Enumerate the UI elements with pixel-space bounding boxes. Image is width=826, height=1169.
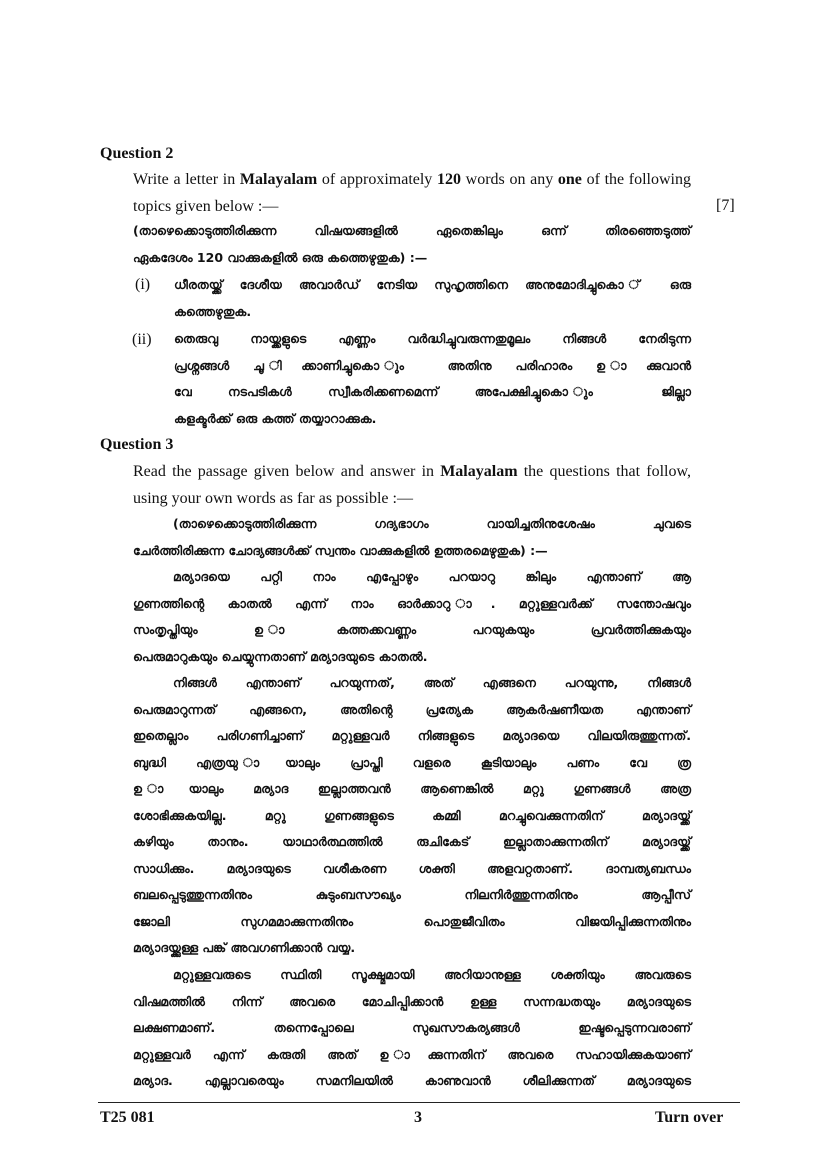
footer-divider — [98, 1102, 740, 1103]
question-3-title: Question 3 — [100, 436, 174, 453]
q2-marks: [7] — [716, 197, 735, 214]
q3-english-instruction: Read the passage given below and answer in Malayalam the questions that follow, using your own words as far as possible :— — [133, 463, 692, 507]
footer-paper-code: T25 081 — [100, 1109, 155, 1126]
q2-item-2-number: (ii) — [132, 331, 152, 348]
q2-item-1: ധീരതയ്ക്ക് ദേശീയ അവാർഡ് നേടിയ സുഹൃത്തിനെ അനുമോദിച്ചുകൊ ് ഒരു കത്തെഴുതുക. — [174, 277, 691, 319]
q2-malayalam-instruction: (താഴെക്കൊടുത്തിരിക്കുന്ന വിഷയങ്ങളിൽ ഏതെങ്കിലും ഒന്ന് തിരഞ്ഞെടുത്ത് ഏകദേശം 120 വാക്കുകളിൽ ഒരു കത്തെഴുതുക) :— — [133, 223, 691, 265]
passage-paragraph-1: മര്യാദയെ പറ്റി നാം എപ്പോഴും പറയാറു ങ്കിലും എന്താണ് ആ ഗുണത്തിന്റെ കാതൽ എന്ന് നാം ഓർക്കാറു ാ. മറ്റുള്ളവർക്ക് സന്തോഷവും സംതൃപ്തിയും ഉ ാകത്തക്കവണ്ണം പറയുകയും പ്രവർത്തിക്കുകയും പെരുമാറുകയും ചെയ്യുന്നതാണ് മര്യാദയുടെ കാതൽ. — [133, 569, 691, 664]
q2-item-1-number: (i) — [135, 276, 151, 293]
q3-malayalam-instruction: (താഴെക്കൊടുത്തിരിക്കുന്ന ഗദ്യഭാഗം വായിച്ചതിനുശേഷം ചുവടെ ചേർത്തിരിക്കുന്ന ചോദ്യങ്ങൾക്ക് സ്വന്തം വാക്കുകളിൽ ഉത്തരമെഴുതുക) :— — [133, 516, 691, 558]
question-2-title: Question 2 — [100, 145, 174, 162]
passage-paragraph-2: നിങ്ങൾ എന്താണ് പറയുന്നത്, അത് എങ്ങനെ പറയുന്നു, നിങ്ങൾ പെരുമാറുന്നത് എങ്ങനെ, അതിന്റെ പ്രത്യേക ആകർഷണീയത എന്താണ് ഇതെല്ലാം പരിഗണിച്ചാണ് മറ്റുള്ളവർ നിങ്ങളുടെ മര്യാദയെ വിലയിരുത്തുന്നത്. ബുദ്ധി എത്രയു ായാലും പ്രാപ്തി വളരെ കൂടിയാലും പണം വേ ത്ര ഉ ായാലും മര്യാദ ഇല്ലാത്തവൻ ആണെങ്കിൽ മറ്റു ഗുണങ്ങൾ അത്ര ശോഭിക്കുകയില്ല. മറ്റു ഗുണങ്ങളുടെ കമ്മി മറച്ചുവെക്കുന്നതിന് മര്യാദയ്ക്ക് കഴിയും താനും. യാഥാർത്ഥത്തിൽ രുചികേട് ഇല്ലാതാക്കുന്നതിന് മര്യാദയ്ക്ക് സാധിക്കും. മര്യാദയുടെ വശീകരണ ശക്തി അളവറ്റതാണ്. ദാമ്പത്യബന്ധം ബലപ്പെടുത്തുന്നതിനും കുടുംബസൗഖ്യം നിലനിർത്തുന്നതിനും ആപ്പീസ് ജോലി സുഗമമാക്കുന്നതിനും പൊതുജീവിതം വിജയിപ്പിക്കുന്നതിനും മര്യാദയ്ക്കുള്ള പങ്ക് അവഗണിക്കാൻ വയ്യ. — [133, 675, 691, 955]
q2-item-2: തെരുവു നായ്ക്കളുടെ എണ്ണം വർദ്ധിച്ചുവരുന്നതുമൂലം നിങ്ങൾ നേരിടുന്ന പ്രശ്നങ്ങൾ ചൂ ിക്കാണിച്ചുകൊ ും അതിനു പരിഹാരം ഉ ാക്കുവാൻ വേ നടപടികൾ സ്വീകരിക്കണമെന്ന് അപേക്ഷിച്ചുകൊ ും ജില്ലാ കളക്ടർക്ക് ഒരു കത്ത് തയ്യാറാക്കുക. — [174, 331, 691, 426]
passage-paragraph-3: മറ്റുള്ളവരുടെ സ്ഥിതി സൂക്ഷ്മമായി അറിയാനുള്ള ശക്തിയും അവരുടെ വിഷമത്തിൽ നിന്ന് അവരെ മോചിപ്പിക്കാൻ ഉള്ള സന്നദ്ധതയും മര്യാദയുടെ ലക്ഷണമാണ്. തന്നെപ്പോലെ സുഖസൗകര്യങ്ങൾ ഇഷ്ടപ്പെടുന്നവരാണ് മറ്റുള്ളവർ എന്ന് കരുതി അത് ഉ ാക്കുന്നതിന് അവരെ സഹായിക്കുകയാണ് മര്യാദ. എല്ലാവരെയും സമനിലയിൽ കാണുവാൻ ശീലിക്കുന്നത് മര്യാദയുടെ — [133, 967, 691, 1088]
q2-english-instruction: Write a letter in Malayalam of approximately 120 words on any one of the following topics given below :— — [133, 171, 691, 215]
footer-page-number: 3 — [414, 1109, 422, 1126]
footer-turn-over: Turn over — [655, 1109, 724, 1126]
